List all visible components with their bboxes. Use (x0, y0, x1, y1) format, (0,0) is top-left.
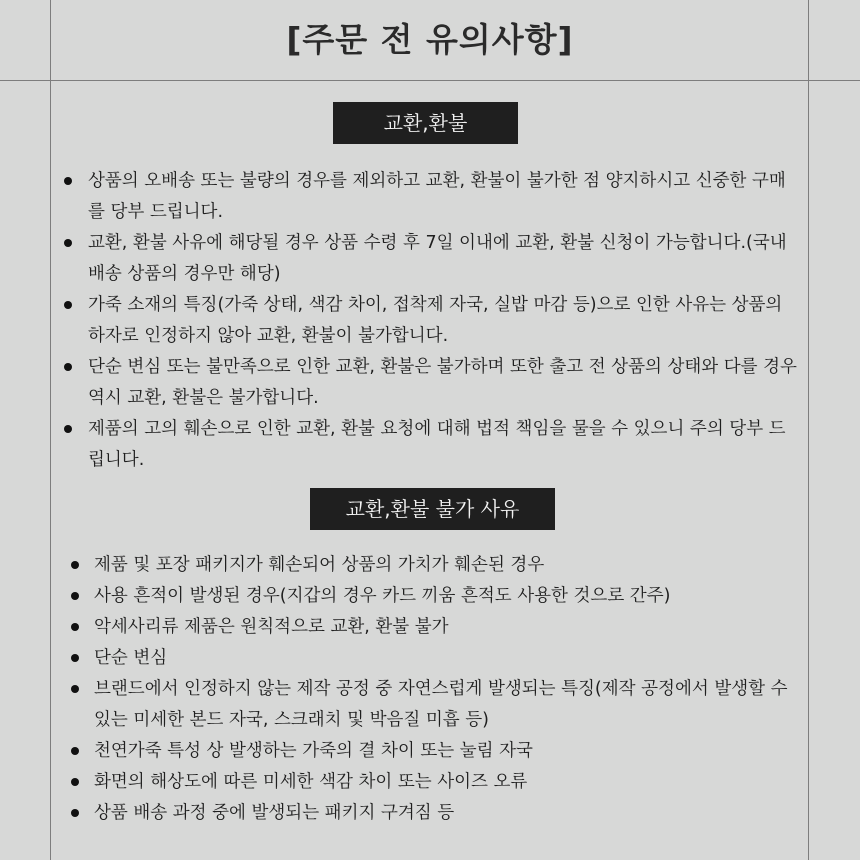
list-item (60, 352, 800, 414)
non-refundable-reasons-list (66, 550, 801, 829)
list-item-text: 화면의 해상도에 따른 미세한 색감 차이 또는 사이즈 오류 (94, 772, 528, 792)
section-header-exchange-refund: 교환,환불 (333, 102, 518, 144)
bullet-icon (64, 177, 72, 185)
list-item (60, 166, 800, 228)
exchange-refund-list (60, 166, 800, 476)
list-item-text: 천연가죽 특성 상 발생하는 가죽의 결 차이 또는 눌림 자국 (94, 741, 533, 761)
right-divider-line (808, 0, 809, 860)
list-item-text: 단순 변심 (94, 648, 168, 668)
list-item-text: 상품의 오배송 또는 불량의 경우를 제외하고 교환, 환불이 불가한 점 양지하시고 신중한 구매를 당부 드립니다. (88, 171, 786, 222)
bullet-icon (71, 623, 79, 631)
bullet-icon (64, 239, 72, 247)
bullet-icon (71, 747, 79, 755)
list-item-text: 교환, 환불 사유에 해당될 경우 상품 수령 후 7일 이내에 교환, 환불 신청이 가능합니다.(국내배송 상품의 경우만 해당) (88, 233, 787, 284)
list-item (60, 414, 800, 476)
list-item-text: 제품 및 포장 패키지가 훼손되어 상품의 가치가 훼손된 경우 (94, 555, 545, 575)
bullet-icon (64, 301, 72, 309)
list-item (66, 581, 801, 612)
list-item-text: 사용 흔적이 발생된 경우(지갑의 경우 카드 끼움 흔적도 사용한 것으로 간주) (94, 586, 671, 606)
list-item (66, 736, 801, 767)
page-title: [주문 전 유의사항] (286, 20, 574, 59)
bullet-icon (71, 685, 79, 693)
list-item (66, 550, 801, 581)
bullet-icon (71, 592, 79, 600)
list-item-text: 단순 변심 또는 불만족으로 인한 교환, 환불은 불가하며 또한 출고 전 상품의 상태와 다를 경우 역시 교환, 환불은 불가합니다. (88, 357, 797, 408)
title-divider-line (0, 80, 860, 81)
list-item (66, 612, 801, 643)
list-item (60, 290, 800, 352)
list-item-text: 제품의 고의 훼손으로 인한 교환, 환불 요청에 대해 법적 책임을 물을 수 있으니 주의 당부 드립니다. (88, 419, 786, 470)
bullet-icon (64, 425, 72, 433)
list-item-text: 가죽 소재의 특징(가죽 상태, 색감 차이, 접착제 자국, 실밥 마감 등)으로 인한 사유는 상품의 하자로 인정하지 않아 교환, 환불이 불가합니다. (88, 295, 783, 346)
list-item (66, 767, 801, 798)
list-item (66, 674, 801, 736)
bullet-icon (71, 561, 79, 569)
section-header-non-refundable-reasons: 교환,환불 불가 사유 (310, 488, 555, 530)
list-item-text: 악세사리류 제품은 원칙적으로 교환, 환불 불가 (94, 617, 449, 637)
bullet-icon (71, 778, 79, 786)
list-item-text: 브랜드에서 인정하지 않는 제작 공정 중 자연스럽게 발생되는 특징(제작 공정에서 발생할 수 있는 미세한 본드 자국, 스크래치 및 박음질 미흡 등) (94, 679, 788, 730)
left-divider-line (50, 0, 51, 860)
list-item-text: 상품 배송 과정 중에 발생되는 패키지 구겨짐 등 (94, 803, 455, 823)
bullet-icon (71, 654, 79, 662)
list-item (60, 228, 800, 290)
bullet-icon (71, 809, 79, 817)
bullet-icon (64, 363, 72, 371)
list-item (66, 798, 801, 829)
list-item (66, 643, 801, 674)
